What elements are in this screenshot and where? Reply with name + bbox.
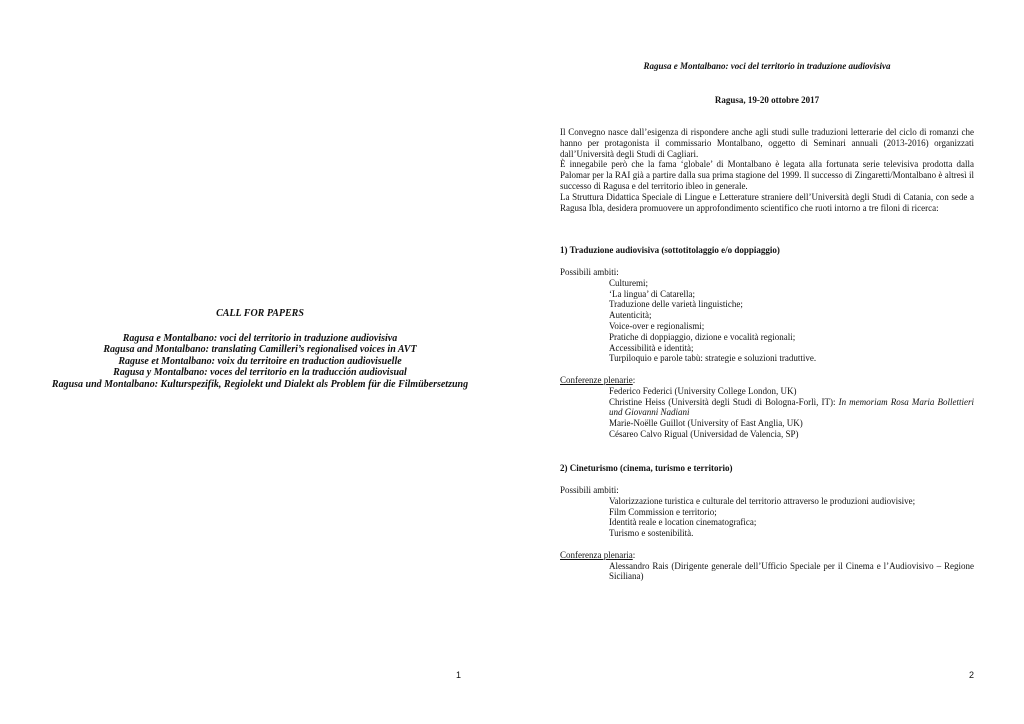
ambito-item: Autenticità;: [609, 310, 652, 321]
section-1-body: [560, 267, 974, 440]
ambito-item: Pratiche di doppiaggio, dizione e vocalità regionali;: [609, 331, 796, 342]
plenary-label-text: Conferenza plenaria: [560, 549, 633, 560]
speaker-item-with-memoriam: [560, 397, 974, 419]
cfp-line-fr: Raguse et Montalbano: voix du territoire en traduction audiovisuelle: [118, 355, 402, 367]
section-2-plenary-label: [560, 550, 974, 561]
ambito-item: Valorizzazione turistica e culturale del territorio attraverso le produzioni audiovisive;: [609, 495, 916, 506]
memoriam-text: In memoriam Rosa Maria Bollettieri und Giovanni Nadiani: [609, 396, 974, 418]
plenary-label-colon: :: [632, 374, 636, 385]
ambito-item: ‘La lingua’ di Catarella;: [609, 288, 696, 299]
section-1-title: 1) Traduzione audiovisiva (sottotitolaggio e/o doppiaggio): [560, 245, 780, 255]
ambito-item: Culturemi;: [609, 277, 648, 288]
ambito-item: Identità reale e location cinematografica;: [609, 517, 757, 528]
page-number-2: 2: [969, 670, 975, 680]
plenary-label-text: Conferenze plenarie: [560, 374, 633, 385]
cfp-line-es: Ragusa y Montalbano: voces del territorio en la traducción audiovisual: [113, 367, 407, 378]
speaker-name: Christine Heiss (Università degli Studi di Bologna-Forlì, IT):: [609, 396, 839, 407]
ambito-item: Voice-over e regionalismi;: [609, 320, 705, 331]
intro-paragraph-3: La Struttura Didattica Speciale di Lingue e Letterature straniere dell’Università degli Studi di Catania, con sede a Ragusa Ibla, desidera promuovere un approfondimento scientifico che ruoti intorno a tre filoni di ricerca:: [560, 191, 974, 213]
ambito-item: Accessibilità e identità;: [609, 342, 694, 353]
section-1-plenary-label: [560, 375, 974, 386]
right-heading: Ragusa e Montalbano: voci del territorio in traduzione audiovisiva: [643, 61, 891, 71]
section-2-ambiti-label: Possibili ambiti:: [560, 485, 619, 495]
speaker-item: Alessandro Rais (Dirigente generale dell’Ufficio Speciale per il Cinema e l’Audiovisivo – Regione Siciliana): [609, 560, 974, 582]
call-for-papers-block: [30, 308, 490, 390]
cfp-line-de: Ragusa und Montalbano: Kulturspezifik, Regiolekt und Dialekt als Problem für die Filmübersetzung: [51, 378, 469, 390]
speaker-item: Césareo Calvo Rigual (Universidad de Valencia, SP): [609, 428, 799, 439]
intro-paragraph-2: È innegabile però che la fama ‘globale’ di Montalbano è legata alla fortunata serie televisiva prodotta dalla Palomar per la RAI già a partire dalla sua prima stagione del 1999. Il successo di Zingaretti/Montalbano è altresì il successo di Ragusa e del territorio ibleo in generale.: [560, 159, 974, 191]
speaker-item: Marie-Noëlle Guillot (University of East Anglia, UK): [609, 418, 803, 429]
ambito-item: Traduzione delle varietà linguistiche;: [609, 299, 743, 310]
section-2-body: [560, 485, 974, 582]
intro-paragraph-1: Il Convegno nasce dall’esigenza di rispondere anche agli studi sulle traduzioni letterarie del ciclo di romanzi che hanno per protagonista il commissario Montalbano, oggetto di Seminari annuali (2013-2016) organizzati dall’Università degli Studi di Cagliari.: [560, 127, 974, 159]
cfp-title: CALL FOR PAPERS: [216, 308, 304, 319]
speaker-item: Federico Federici (University College London, UK): [609, 385, 797, 396]
cfp-line-en: Ragusa and Montalbano: translating Camilleri’s regionalised voices in AVT: [103, 344, 417, 355]
intro-text: [560, 127, 974, 213]
cfp-line-it: Ragusa e Montalbano: voci del territorio in traduzione audiovisiva: [122, 332, 398, 344]
section-2-title: 2) Cineturismo (cinema, turismo e territorio): [560, 463, 733, 473]
page-number-1: 1: [456, 670, 462, 680]
right-page: [512, 0, 1024, 724]
ambito-item: Film Commission e territorio;: [609, 506, 717, 517]
section-1-ambiti-label: Possibili ambiti:: [560, 267, 619, 277]
ambito-item: Turpiloquio e parole tabù: strategie e soluzioni traduttive.: [609, 353, 817, 364]
plenary-label-colon: :: [632, 549, 636, 560]
ambito-item: Turismo e sostenibilità.: [609, 528, 694, 539]
date-line: Ragusa, 19-20 ottobre 2017: [714, 95, 820, 105]
